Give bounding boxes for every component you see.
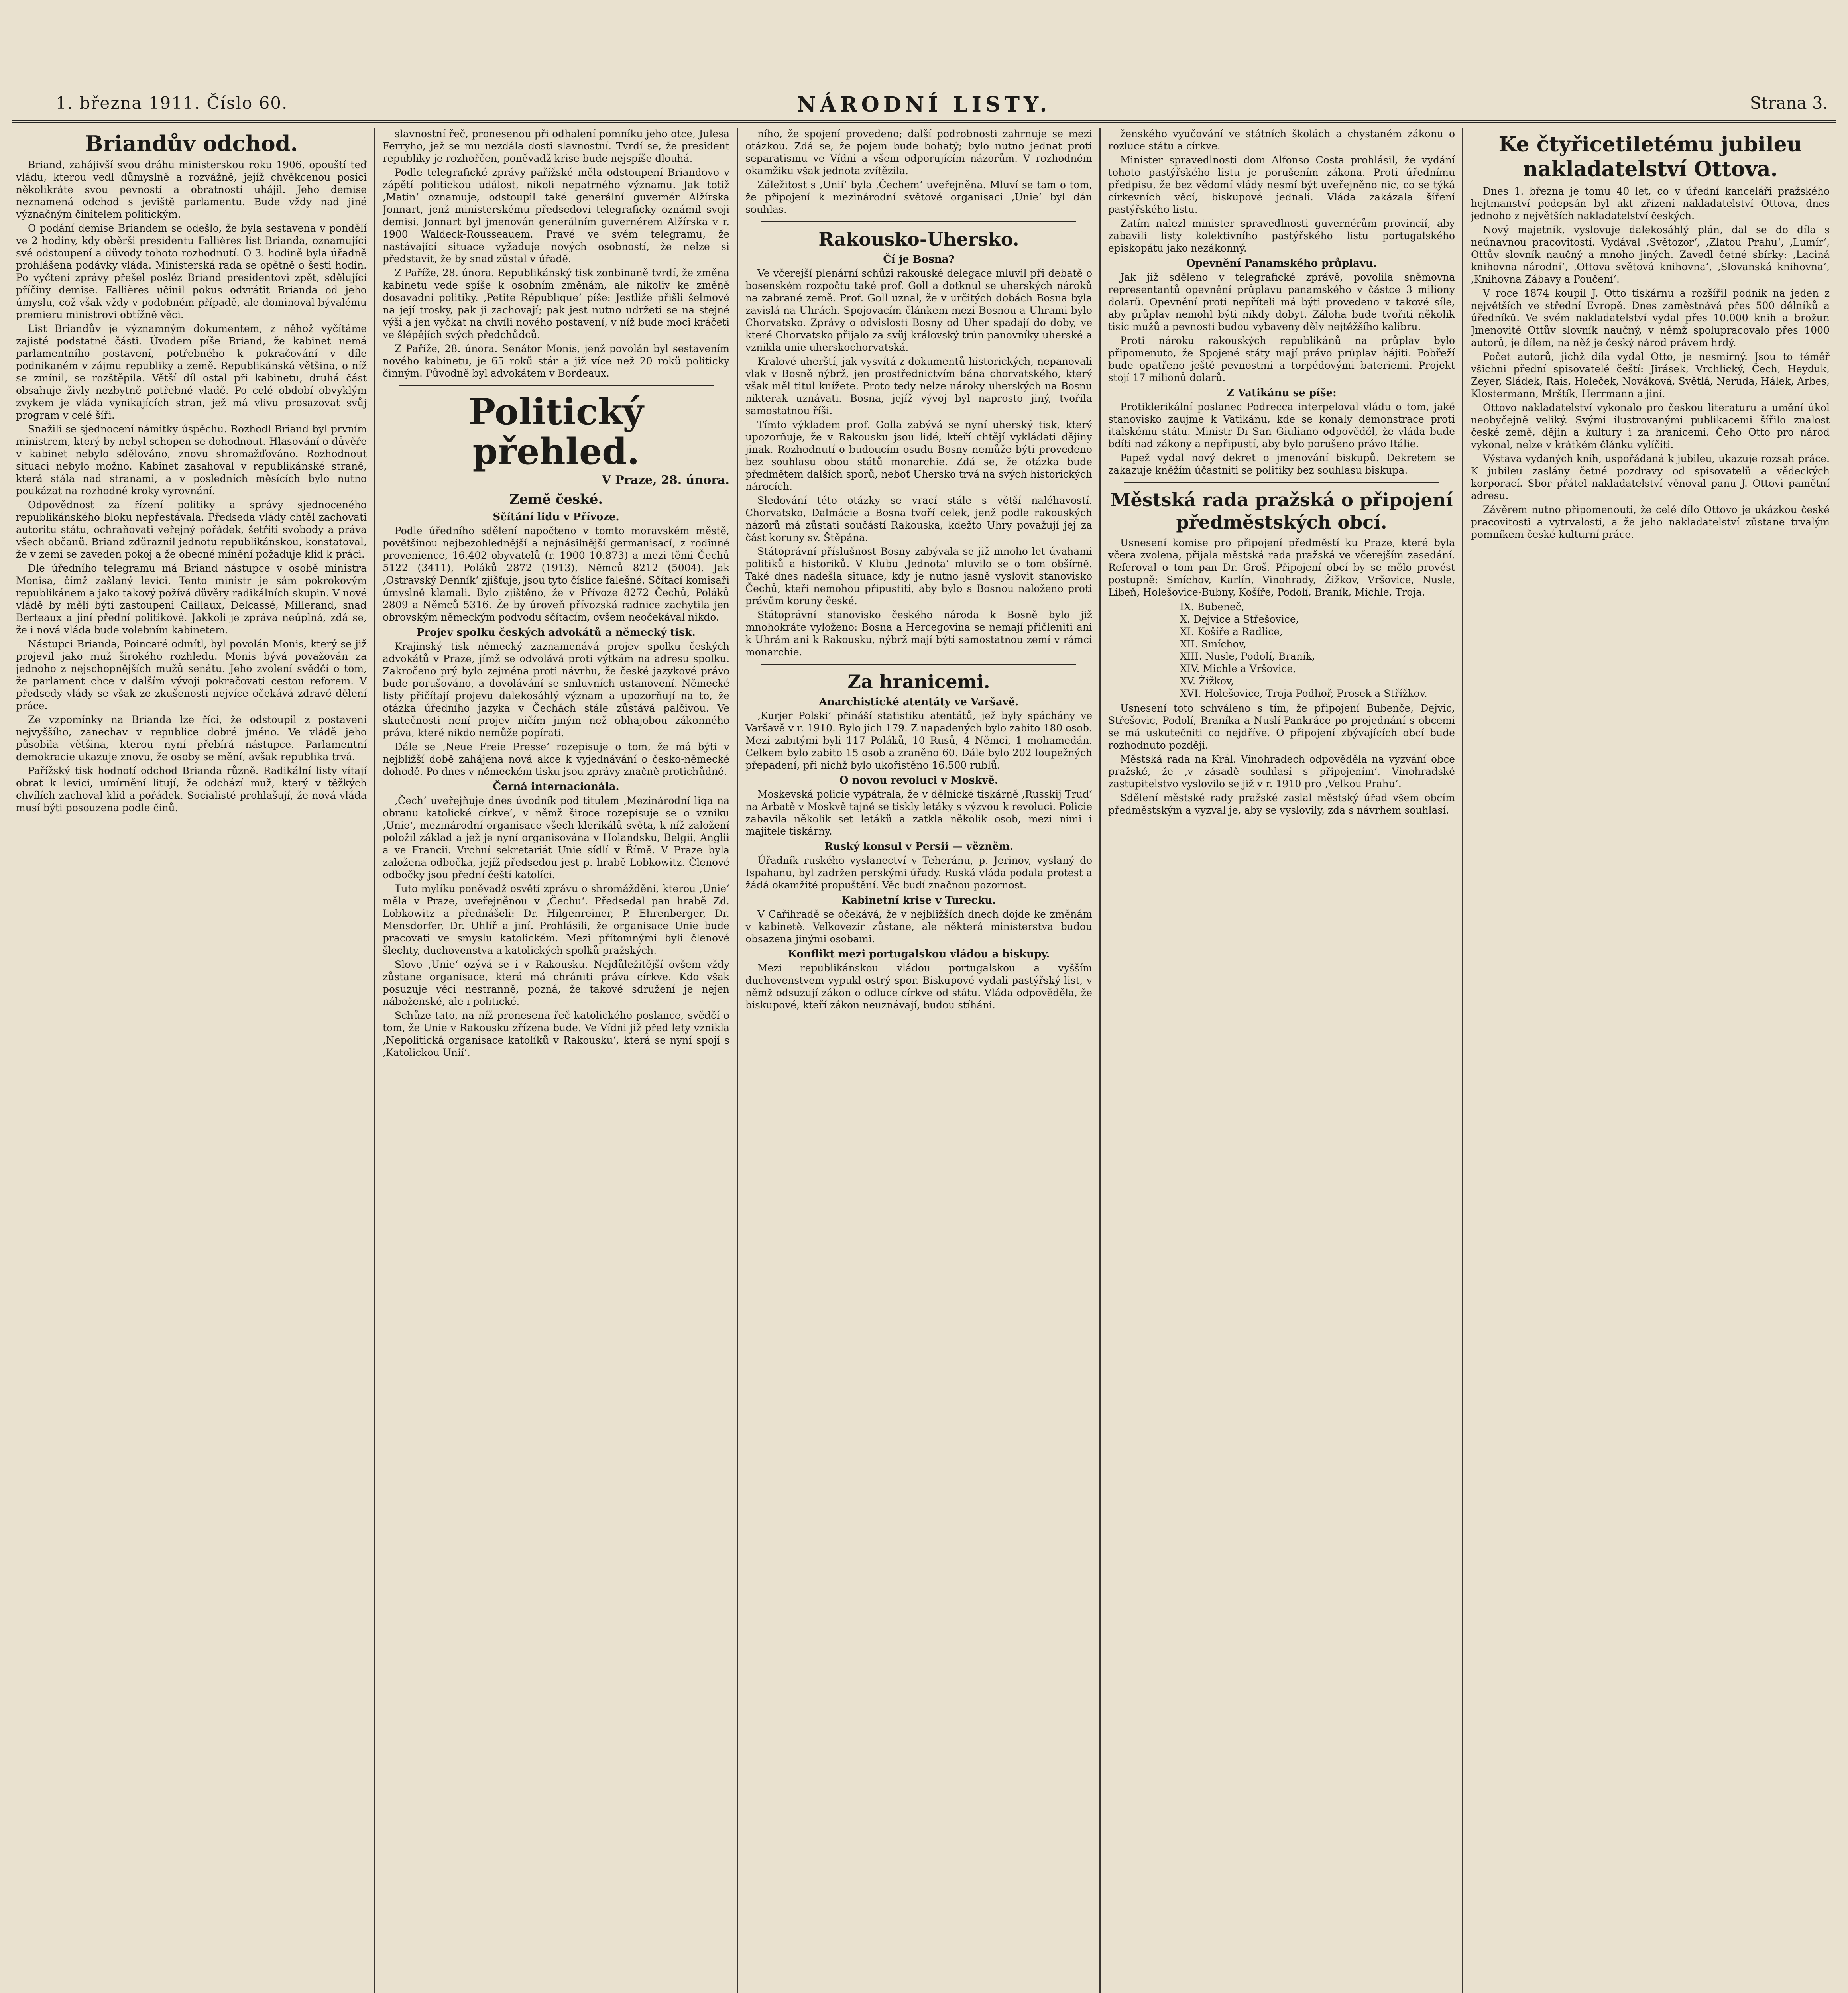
paragraph: Městská rada na Král. Vinohradech odpověděla na vyzvání obce pražské, že ‚v zásadě souhlasí s připojením‘. Vinohradské zastupitelstvo vyslovilo se již v r. 1910 pro ‚Velkou Prahu‘. bbox=[1108, 753, 1455, 790]
section-title-rakousko-uhersko: Rakousko-Uhersko. bbox=[818, 228, 1019, 250]
paragraph: Ottovo nakladatelství vykonalo pro českou literaturu a umění úkol neobyčejně veliký. Svými ilustrovanými publikacemi šířilo znalost české země, dějin a kultury i za hranicemi. Čeho Otto pro národ vykonal, nelze v krátkém článku vylíčiti. bbox=[1471, 402, 1830, 450]
subheading: Projev spolku českých advokátů a německý tisk. bbox=[417, 627, 696, 639]
section-title-politicky-prehled: Politický přehled. bbox=[468, 391, 644, 473]
paragraph: Snažili se sjednocení námitky úspěchu. Rozhodl Briand byl prvním ministrem, který by nebyl schopen se dohodnout. Hlasování o důvěře v kabinet nebylo sdělováno, znovu shromažďováno. Rozhodnout situaci nebylo možno. Kabinet zasahoval v republikánské straně, která stála nad stranami, a v posledních měsících bylo nutno poukázat na rozhodné kroky vyrovnání. bbox=[16, 423, 367, 497]
column-5 bbox=[1471, 128, 1830, 1993]
subheading: Sčítání lidu v Přívoze. bbox=[493, 511, 619, 523]
section-title-za-hranicemi: Za hranicemi. bbox=[847, 671, 990, 692]
paragraph: slavnostní řeč, pronesenou při odhalení pomníku jeho otce, Julesa Ferryho, jež se mu nezdála dosti slavnostní. Tvrdí se, že president republiky je rozhořčen, poněvadž krise bude nejspíše dlouhá. bbox=[383, 128, 729, 164]
paragraph: ‚Kurjer Polski‘ přináší statistiku atentátů, jež byly spáchány ve Varšavě v r. 1910. Bylo jich 179. Z napadených bylo zabito 180 osob. Mezi zabitými byli 117 Poláků, 10 Rusů, 4 Němci, 1 mohamedán. Celkem bylo zabito 15 osob a zraněno 60. Dále bylo 202 loupežných přepadení, při nichž bylo ukořistěno 16.500 rublů. bbox=[745, 710, 1092, 771]
column-divider bbox=[737, 128, 738, 1993]
paragraph: Ze vzpomínky na Brianda lze říci, že odstoupil z postavení nejvyššího, zanechav v republice dobré jméno. Ve vládě jeho působila většina, kterou nyní přebírá nástupce. Parlamentní demokracie ukazuje znovu, že osoby se mění, avšak republika trvá. bbox=[16, 714, 367, 763]
list-item: XII. Smíchov, bbox=[1180, 638, 1246, 650]
paragraph: Zatím nalezl minister spravedlnosti guvernérům provincií, aby zabavili listy kolektivního pastýřského listu portugalského episkopátu jako nezákonný. bbox=[1108, 218, 1455, 254]
section-rule bbox=[399, 385, 714, 386]
subheading: Opevnění Panamského průplavu. bbox=[1186, 257, 1377, 269]
subsection-title: Země české. bbox=[509, 491, 603, 507]
paragraph: List Briandův je významným dokumentem, z něhož vyčítáme zajisté podstatné části. Úvodem píše Briand, že kabinet nemá parlamentního postavení, potřebného k pokračování v díle podnikaném v zájmu republiky a země. Republikánská většina, o níž se zmínil, se rozštěpila. Větší díl ostal při kabinetu, druhá část obsahuje živly nezbytně potřebné vladě. Po celé období obvyklým zvykem je vláda vynikajících stran, jež má vlivu prosazovat svůj program v celé šíři. bbox=[16, 323, 367, 421]
subheading: Konflikt mezi portugalskou vládou a biskupy. bbox=[788, 948, 1050, 960]
section-rule bbox=[761, 221, 1076, 222]
list-item: XV. Žižkov, bbox=[1180, 675, 1234, 687]
paragraph: O podání demise Briandem se odešlo, že byla sestavena v pondělí ve 2 hodiny, kdy oběrši presidentu Fallières list Brianda, oznamující své odstoupení a důvody tohoto rozhodnutí. O 3. hodině byla úřadně prohlášena podávky vláda. Ministerská rada se opětně o šesti hodin. Po vyčtení zprávy přešel posléz Briand presidentovi zpět, sdělující příčiny demise. Fallières učinil pokus odvrátit Brianda od jeho úmyslu, což však vždy v podobném případě, ale dominoval bývalému premieru ministrovi obtížně věci. bbox=[16, 222, 367, 320]
paragraph: Podle úředního sdělení napočteno v tomto moravském městě, povětšinou nejbezohlednější a nejnásilnější germanisací, z rodinné provenience, 16.402 obyvatelů (r. 1900 10.873) a mezi těmi Čechů 5122 (3411), Poláků 2872 (1913), Němců 8212 (5004). Jak ‚Ostravský Denník‘ zjišťuje, jsou tyto číslice falešné. Sčítací komisaři úmyslně klamali. Bylo zjištěno, že v Přívoze 8272 Čechů, Poláků 2809 a Němců 5316. Že by úroveň přívozská radnice zachytila jen obrovským německým podvodu sčítacím, ovšem neočekával nikdo. bbox=[383, 525, 729, 623]
page-number: Strana 3. bbox=[1750, 93, 1828, 113]
paragraph: Usnesení toto schváleno s tím, že připojení Bubenče, Dejvic, Střešovic, Podolí, Braníka a Nuslí-Pankráce po projednání s obcemi se má uskutečniti co nejdříve. O připojení zbývajících obcí bude rozhodnuto později. bbox=[1108, 702, 1455, 751]
paragraph: Ve včerejší plenární schůzi rakouské delegace mluvil při debatě o bosenském rozpočtu také prof. Goll a dotknul se uherských nároků na zabrané země. Prof. Goll uznal, že v určitých dobách Bosna byla zavislá na Uhrách. Spojovacím článkem mezi Bosnou a Uhrami bylo Chorvatsko. Zprávy o odvislosti Bosny od Uher spadají do doby, ve které Chorvatsko přijalo za svůj královský trůn panovníky uherské a vznikla unie uherskochorvatská. bbox=[745, 267, 1092, 353]
subheading: O novou revoluci v Moskvě. bbox=[839, 774, 999, 786]
paragraph: Sdělení městské rady pražské zaslal městský úřad všem obcím předměstským a vyzval je, aby se vyslovily, zda s návrhem souhlasí. bbox=[1108, 792, 1455, 816]
list-item: XIV. Michle a Vršovice, bbox=[1180, 663, 1296, 674]
article-title-otto-jubileum: Ke čtyřicetiletému jubileu nakladatelství Ottova. bbox=[1498, 132, 1802, 181]
list-item: X. Dejvice a Střešovice, bbox=[1180, 613, 1299, 625]
paragraph: Briand, zahájivší svou dráhu ministerskou roku 1906, opouští teď vládu, kterou vedl důmyslně a rozvážně, jejíž chvěkcenou posici několikráte svou pevností a obratností uhájil. Jeho demise neznamená odchod s jeviště parlamentu. Bude vždy nad jiné význačným činitelem politickým. bbox=[16, 159, 367, 220]
column-divider bbox=[1099, 128, 1101, 1993]
paragraph: Dle úředního telegramu má Briand nástupce v osobě ministra Monisa, čímž zašlaný levici. Tento ministr je sám pokrokovým republikánem a jako takový požívá důvěry radikálních skupin. V nové vládě by měli býti zastoupeni Caillaux, Delcassé, Millerand, snad Berteaux a jiní přední politikové. Jakkoli je zpráva neúplná, zdá se, že i nová vláda bude volebním kabinetem. bbox=[16, 562, 367, 636]
list-item: XIII. Nusle, Podolí, Braník, bbox=[1180, 651, 1315, 662]
page-header bbox=[12, 92, 1836, 123]
paragraph: Nový majetník, vyslovuje dalekosáhlý plán, dal se do díla s neúnavnou pracovitostí. Vydával ‚Světozor‘, ‚Zlatou Prahu‘, ‚Lumír‘, Ottův slovník naučný a mnoho jiných. Zavedl četné sbírky: ‚Laciná knihovna národní‘, ‚Ottova světová knihovna‘, ‚Slovanská knihovna‘, ‚Knihovna Zábavy a Poučení‘. bbox=[1471, 224, 1830, 285]
paragraph: Papež vydal nový dekret o jmenování biskupů. Dekretem se zakazuje kněžím účastniti se politiky bez souhlasu biskupa. bbox=[1108, 452, 1455, 476]
list-item: XVI. Holešovice, Troja-Podhoř, Prosek a Střížkov. bbox=[1180, 688, 1427, 699]
paragraph: Záležitost s ‚Unií‘ byla ‚Čechem‘ uveřejněna. Mluví se tam o tom, že připojení k mezinárodní světové organisaci ‚Unie‘ byl dán souhlas. bbox=[745, 179, 1092, 215]
subheading: Černá internacionála. bbox=[493, 781, 619, 793]
paragraph: Jak již sděleno v telegrafické zprávě, povolila sněmovna representantů opevnění průplavu panamského v částce 3 miliony dolarů. Opevnění proti nepříteli má býti provedeno v takové síle, aby průplav nemohl býti nikdy dobyt. Záloha bude tvořiti několik tisíc mužů a pevnosti budou vybaveny děly nejtěžšího kalibru. bbox=[1108, 271, 1455, 332]
paragraph: Tuto mylíku poněvadž osvětí zprávu o shromáždění, kterou ‚Unie‘ měla v Praze, uveřejněnou v ‚Čechu‘. Předsedal pan hrabě Zd. Lobkowitz a přednášeli: Dr. Hilgenreiner, P. Ehrenberger, Dr. Mensdorfer, Dr. Uhlíř a jiní. Prohlásili, že organisace Unie bude pracovati ve smyslu katolickém. Mezi přítomnými byli členové šlechty, duchovenstva a katolických spolků pražských. bbox=[383, 883, 729, 956]
column-3 bbox=[745, 128, 1092, 1993]
paragraph: Krajinský tisk německý zaznamenává projev spolku českých advokátů v Praze, jímž se odvolává proti výtkám na adresu spolku. Zakročeno prý bylo zejména proti návrhu, že české jazykové právo bude porušováno, a dovolávání se smluvních ustanovení. Německé listy přičítají projevu dalekosáhlý význam a upozorňují na to, že otázka úředního jazyka v Čechách stále zůstává palčivou. Ve skutečnosti není projev ničím jiným než obhajobou zákonného práva, které nikdo nemůže popírati. bbox=[383, 641, 729, 739]
paragraph: Z Paříže, 28. února. Senátor Monis, jenž povolán byl sestavením nového kabinetu, je 65 roků stár a již více než 20 roků politicky činným. Původně byl advokátem v Bordeaux. bbox=[383, 343, 729, 379]
issue-date: 1. března 1911. Číslo 60. bbox=[56, 93, 288, 113]
subheading: Ruský konsul v Persii — vězněm. bbox=[824, 841, 1014, 853]
masthead-title: NÁRODNÍ LISTY. bbox=[797, 92, 1051, 117]
column-divider bbox=[1462, 128, 1463, 1993]
paragraph: Závěrem nutno připomenouti, že celé dílo Ottovo je ukázkou české pracovitosti a vytrvalosti, a že jeho nakladatelství zůstane trvalým pomníkem české kulturní práce. bbox=[1471, 504, 1830, 540]
paragraph: Kralové uherští, jak vysvítá z dokumentů historických, nepanovali vlak v Bosně nýbrž, jen prostřednictvím bána chorvatského, který však měl titul knížete. Proto tedy nelze nároky uherských na Bosnu nikterak uznávati. Bosna, jejíž vývoj byl naprosto jiný, tvořila samostatnou říši. bbox=[745, 356, 1092, 417]
district-list bbox=[1108, 601, 1455, 700]
paragraph: Protiklerikální poslanec Podrecca interpeloval vládu o tom, jaké stanovisko zaujme k Vatikánu, kde se konaly demonstrace proti italskému státu. Ministr Di San Giuliano odpověděl, že vláda bude bdíti nad zákony a nepřipustí, aby bylo porušeno právo Itálie. bbox=[1108, 401, 1455, 450]
section-rule bbox=[761, 664, 1076, 665]
subheading: Kabinetní krise v Turecku. bbox=[841, 894, 996, 906]
paragraph: Státoprávní stanovisko českého národa k Bosně bylo již mnohokráte vyloženo: Bosna a Hercegovina se nemají přičleniti ani k Uhrám ani k Rakousku, nýbrž mají býti samostatnou zemí v rámci monarchie. bbox=[745, 609, 1092, 658]
subheading: Anarchistické atentáty ve Varšavě. bbox=[819, 696, 1019, 708]
paragraph: V roce 1874 koupil J. Otto tiskárnu a rozšířil podnik na jeden z největších ve střední Evropě. Dnes zaměstnává přes 500 dělníků a úředníků. Ve svém nakladatelství vydal přes 10.000 knih a brožur. Jmenovitě Ottův slovník naučný, v němž spolupracovalo přes 1000 autorů, je dílem, na něž je český národ právem hrdý. bbox=[1471, 287, 1830, 348]
paragraph: ního, že spojení provedeno; další podrobnosti zahrnuje se mezi otázkou. Zdá se, že pojem bude bohatý; bylo nutno jednat proti separatismu ve Vídni a všem odporujícím názorům. V rozhodném okamžiku však jednota zvítězila. bbox=[745, 128, 1092, 177]
paragraph: Z Paříže, 28. února. Republikánský tisk zonbinaně tvrdí, že změna kabinetu vede spíše k osobním změnám, ale nikoliv ke změně dosavadní politiky. ‚Petite République‘ píše: Jestliže přišli šelmové na její trosky, pak ji zachovají; pak jest nutno udržeti se na stejné výši a jen vyčkat na chvíli nového postavení, v níž bude moci kráčeti ve šlépějích svých předchůdců. bbox=[383, 267, 729, 340]
paragraph: Moskevská policie vypátrala, že v dělnické tiskárně ‚Russkij Trud‘ na Arbatě v Moskvě tajně se tiskly letáky s výzvou k revoluci. Policie zabavila několik set letáků a zatkla několik osob, mezi nimi i majitele tiskárny. bbox=[745, 788, 1092, 837]
paragraph: Usnesení komise pro připojení předměstí ku Praze, které byla včera zvolena, přijala městská rada pražská ve včerejším zasedání. Referoval o tom pan Dr. Groš. Připojení obcí by se mělo provést postupně: Smíchov, Karlín, Vinohrady, Žižkov, Vršovice, Nusle, Libeň, Holešovice-Bubny, Košíře, Podolí, Braník, Michle, Troja. bbox=[1108, 537, 1455, 598]
paragraph: Schůze tato, na níž pronesena řeč katolického poslance, svědčí o tom, že Unie v Rakousku zřízena bude. Ve Vídni již před lety vznikla ‚Nepolitická organisace katolíků v Rakousku‘, která se nyní spojí s ‚Katolickou Unií‘. bbox=[383, 1010, 729, 1058]
paragraph: Proti nároku rakouských republikánů na průplav bylo připomenuto, že Spojené státy mají právo průplav hájiti. Pobřeží bude opatřeno ještě pevnostmi a torpédovými bateriemi. Projekt stojí 17 milionů dolarů. bbox=[1108, 335, 1455, 383]
section-rule bbox=[1124, 482, 1439, 483]
article-title-briand: Briandův odchod. bbox=[85, 131, 298, 156]
paragraph: Počet autorů, jichž díla vydal Otto, je nesmírný. Jsou to téměř všichni přední spisovatelé čeští: Jirásek, Vrchlický, Čech, Heyduk, Zeyer, Sládek, Rais, Holeček, Nováková, Světlá, Neruda, Hálek, Arbes, Klostermann, Mrštík, Herrmann a jiní. bbox=[1471, 351, 1830, 399]
paragraph: V Cařihradě se očekává, že v nejbližších dnech dojde ke změnám v kabinetě. Velkovezír zůstane, ale některá ministerstva budou obsazena jinými osobami. bbox=[745, 908, 1092, 945]
column-4 bbox=[1108, 128, 1455, 1993]
paragraph: Výstava vydaných knih, uspořádaná k jubileu, ukazuje rozsah práce. K jubileu zaslány četné pozdravy od spisovatelů a vědeckých korporací. Sbor přátel nakladatelství věnoval panu J. Ottovi pamětní adresu. bbox=[1471, 453, 1830, 501]
paragraph: Státoprávní příslušnost Bosny zabývala se již mnoho let úvahami politiků a historiků. V Klubu ‚Jednota‘ mluvilo se o tom obšírně. Také dnes nadešla situace, kdy je nutno jasně vyslovit stanovisko Čechů, kteří nemohou připustiti, aby bylo s Bosnou naloženo proti právům koruny české. bbox=[745, 546, 1092, 607]
paragraph: Mezi republikánskou vládou portugalskou a vyšším duchovenstvem vypukl ostrý spor. Biskupové vydali pastýřský list, v němž odsuzují zákon o odluce církve od státu. Vláda odpověděla, že biskupové, kteří zákon neuznávají, budou stíháni. bbox=[745, 962, 1092, 1011]
dateline: V Praze, 28. února. bbox=[602, 473, 729, 487]
paragraph: Podle telegrafické zprávy pařížské měla odstoupení Briandovo v zápětí politickou událost, nikoli nepatrného významu. Jak totiž ‚Matin‘ oznamuje, odstoupil také generální guvernér Alžírska Jonnart, jenž ministerskému předsedovi telegraficky oznámil svoji demisi. Jonnart byl jmenován generálním guvernérem Alžírska v r. 1900 Waldeck-Rousseauem. Pravé ve svém telegramu, že nastávající situace vyžaduje nových osobností, že nelze si představit, že by snad zůstal v úřadě. bbox=[383, 167, 729, 265]
paragraph: ‚Čech‘ uveřejňuje dnes úvodník pod titulem ‚Mezinárodní liga na obranu katolické církve‘, v němž široce rozepisuje se o vzniku ‚Unie‘, mezinárodní organisace všech klerikálů světa, k níž založení položil základ a jež je nyní organisována v Holandsku, Belgii, Anglii a ve Francii. Vrchní sekretariát Unie sídlí v Římě. V Praze byla založena odbočka, jejíž předsedou jest p. hrabě Lobkowitz. Členové odbočky jsou přední čeští katolíci. bbox=[383, 795, 729, 881]
paragraph: Tímto výkladem prof. Golla zabývá se nyní uherský tisk, který upozorňuje, že v Rakousku jsou lidé, kteří chtějí vykládati dějiny jinak. Rozhodnutí o budoucím osudu Bosny nemůže býti provedeno bez souhlasu obou států monarchie. Zdá se, že otázka bude předmětem dalších sporů, neboť Uhersko trvá na svých historických nárocích. bbox=[745, 419, 1092, 492]
column-2 bbox=[383, 128, 729, 1993]
subheading: Z Vatikánu se píše: bbox=[1227, 387, 1337, 399]
paragraph: Pařížský tisk hodnotí odchod Brianda různě. Radikální listy vítají obrat k levici, umírnění litují, že odchází muž, který v těžkých chvílích zachoval klid a pořádek. Socialisté prohlašují, že nová vláda musí býti posouzena podle činů. bbox=[16, 765, 367, 814]
list-item: XI. Košíře a Radlice, bbox=[1180, 626, 1283, 637]
subheading: Čí je Bosna? bbox=[883, 254, 955, 265]
paragraph: Dnes 1. března je tomu 40 let, co v úřední kanceláři pražského hejtmanství podepsán byl akt zřízení nakladatelství Ottova, dnes jednoho z největších nakladatelství českých. bbox=[1471, 185, 1830, 222]
paragraph: Sledování této otázky se vrací stále s větší naléhavostí. Chorvatsko, Dalmácie a Bosna tvoří celek, jenž podle rakouských názorů má zůstati součástí Rakouska, kdežto Uhry považují jej za část koruny sv. Štěpána. bbox=[745, 495, 1092, 543]
paragraph: Slovo ‚Unie‘ ozývá se i v Rakousku. Nejdůležitější ovšem vždy zůstane organisace, která má chrániti práva církve. Kdo však posuzuje věci nestranně, pozná, že takové sdružení je nejen náboženské, ale i politické. bbox=[383, 959, 729, 1007]
paragraph: Odpovědnost za řízení politiky a správy sjednoceného republikánského bloku nepřestávala. Předseda vlády chtěl zachovati autoritu státu, ochraňovati veřejný pořádek, šetřiti svobody a práva všech občanů. Briand zdůraznil jednotu republikánskou, konstatoval, že v zemi se zaveden pokoj a že obecné mínění požaduje klid k práci. bbox=[16, 499, 367, 560]
column-divider bbox=[374, 128, 375, 1993]
paragraph: Úřadník ruského vyslanectví v Teheránu, p. Jerinov, vyslaný do Ispahanu, byl zadržen perskými úřady. Ruská vláda podala protest a žádá okamžité propuštění. Věc budí značnou pozornost. bbox=[745, 855, 1092, 891]
paragraph: ženského vyučování ve státních školách a chystaném zákonu o rozluce státu a církve. bbox=[1108, 128, 1455, 152]
paragraph: Minister spravedlnosti dom Alfonso Costa prohlásil, že vydání tohoto pastýřského listu je porušením zákona. Proti úřednímu předpisu, že bez vědomí vlády nesmí být uveřejněno nic, co se týká církevních věcí, biskupové jednali. Vláda zakázala šíření pastýřského listu. bbox=[1108, 154, 1455, 215]
paragraph: Dále se ‚Neue Freie Presse‘ rozepisuje o tom, že má býti v nejbližší době zahájena nová akce k vyjednávání o česko-německé dohodě. Po dnes v německém tisku jsou zprávy značně protichůdné. bbox=[383, 741, 729, 777]
list-item: IX. Bubeneč, bbox=[1180, 601, 1244, 613]
article-title-mestska-rada: Městská rada pražská o připojení předměstských obcí. bbox=[1110, 489, 1453, 533]
column-1 bbox=[16, 128, 367, 1993]
paragraph: Nástupci Brianda, Poincaré odmítl, byl povolán Monis, který se již projevil jako muž širokého rozhledu. Monis bývá považován za jednoho z nejschopnějších mužů senátu. Jeho zvolení svědčí o tom, že parlament chce v dalším vývoji pokračovati cestou reforem. V předsedy vlády se však ze zkušenosti nejvíce očekává zdravé dělení práce. bbox=[16, 638, 367, 712]
